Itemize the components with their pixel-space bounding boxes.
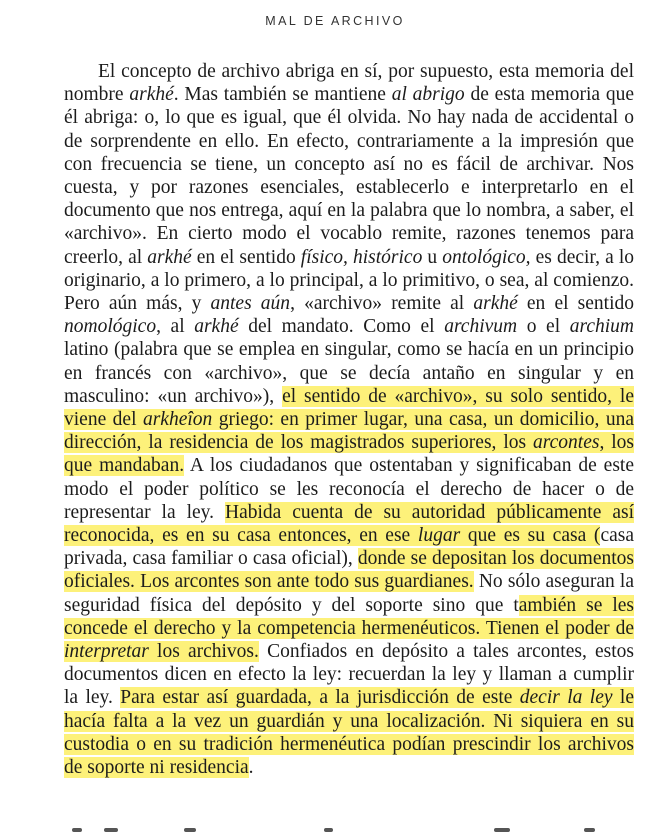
running-header: MAL DE ARCHIVO	[265, 14, 405, 28]
text-run: le hacía falta a la vez un guardián y una localización. Ni siquiera en su custodia o en su tradición hermenéutica podían prescindir los archivos de soporte ni residencia	[64, 687, 634, 779]
glyph-fragment	[104, 828, 118, 832]
text-run: o el	[517, 316, 570, 338]
text-run: griego: en primer lugar, una casa, un domicilio, una dirección, la residencia de los magistrados superiores, los	[64, 409, 634, 454]
italic-term: al abrigo	[391, 84, 465, 106]
italic-term: arkhé	[194, 316, 239, 338]
text-run: Habida cuenta de su autoridad públicamente así reconocida, es en su casa entonces, en ese	[64, 501, 634, 547]
text-run: Confiados en depósito a tales arcontes, estos documentos dicen en efecto la ley: recuerdan la ley y llaman a cumplir la ley.	[64, 641, 634, 709]
text-run: . Mas también se mantiene	[173, 84, 392, 106]
italic-term: arkhé	[147, 246, 192, 268]
italic-term: arkheîon	[142, 409, 213, 431]
italic-term: antes aún	[210, 293, 291, 315]
italic-term: archium	[569, 316, 635, 338]
text-run: del mandato. Como el	[238, 316, 445, 338]
text-run: No sólo aseguran la seguridad física del depósito y del soporte sino que t	[64, 571, 634, 616]
glyph-fragment	[584, 828, 595, 832]
italic-term: arcontes	[533, 432, 600, 454]
italic-term: arkhé	[473, 293, 518, 315]
text-run: que es su casa (	[460, 525, 601, 547]
glyph-fragment	[494, 828, 510, 832]
text-run: latino (palabra que se emplea en singular, como se hacía en un principio en francés con «archivo», que se decía antaño en singular y en masculino: «un archivo»),	[64, 339, 634, 407]
italic-term: nomológico	[64, 316, 157, 338]
italic-term: arkhé	[129, 84, 174, 106]
text-run: ambién se les concede el derecho y la competencia hermenéuticos. Tienen el poder de	[64, 594, 634, 639]
text-run: , al	[156, 316, 195, 338]
text-run: , los que mandaban.	[64, 432, 634, 477]
italic-term: decir la ley	[519, 687, 613, 709]
glyph-fragment	[72, 828, 82, 832]
body-paragraph	[64, 60, 634, 779]
italic-term: archivum	[444, 316, 518, 338]
text-run: A los ciudadanos que ostentaban y significaban de este modo el poder político se les reconocía el derecho de hacer o de representar la ley.	[64, 455, 634, 523]
text-run: Para estar así guardada, a la jurisdicción de este	[120, 687, 520, 709]
italic-term: físico, histórico	[300, 246, 423, 268]
text-run: es decir, a lo originario, a lo primero, a lo principal, a lo primitivo, o sea, al comienzo. Pero aún más, y	[64, 246, 635, 315]
glyph-fragment	[324, 828, 333, 832]
text-run: de esta memoria que él abriga: o, lo que es igual, que él olvida. No hay nada de accidental o de sorprendente en ello. En efecto, contrariamente a la impresión que con frecuencia se tiene, un concepto así no es fácil de archivar. Nos cuesta, y por razones esenciales, establecerlo e interpretarlo en el documento que nos entrega, aquí en la palabra que lo nombra, a saber, el «archivo». En cierto modo el vocablo remite, razones tenemos para creerlo, al	[64, 84, 634, 268]
text-run: u	[422, 246, 443, 268]
text-run: los archivos.	[148, 641, 259, 663]
text-run: en el sentido	[517, 293, 634, 315]
text-run: el sentido de «archivo», su solo sentido, le viene del	[64, 385, 634, 431]
cut-off-next-line	[64, 828, 634, 833]
italic-term: ontológico,	[442, 246, 531, 268]
highlighted-passage	[64, 687, 634, 778]
glyph-fragment	[184, 828, 196, 832]
text-run: El concepto de archivo abriga en sí, por supuesto, esta memoria del nombre	[64, 61, 634, 106]
text-run: , «archivo» remite al	[290, 293, 474, 315]
italic-term: interpretar	[64, 641, 149, 663]
highlighted-passage: donde se depositan los documentos oficiales. Los arcontes son ante todo sus guardianes.	[64, 548, 634, 593]
text-run: en el sentido	[191, 246, 301, 268]
italic-term: lugar	[417, 525, 461, 547]
text-run: casa privada, casa familiar o casa oficial),	[64, 525, 634, 570]
text-run: .	[248, 757, 254, 779]
